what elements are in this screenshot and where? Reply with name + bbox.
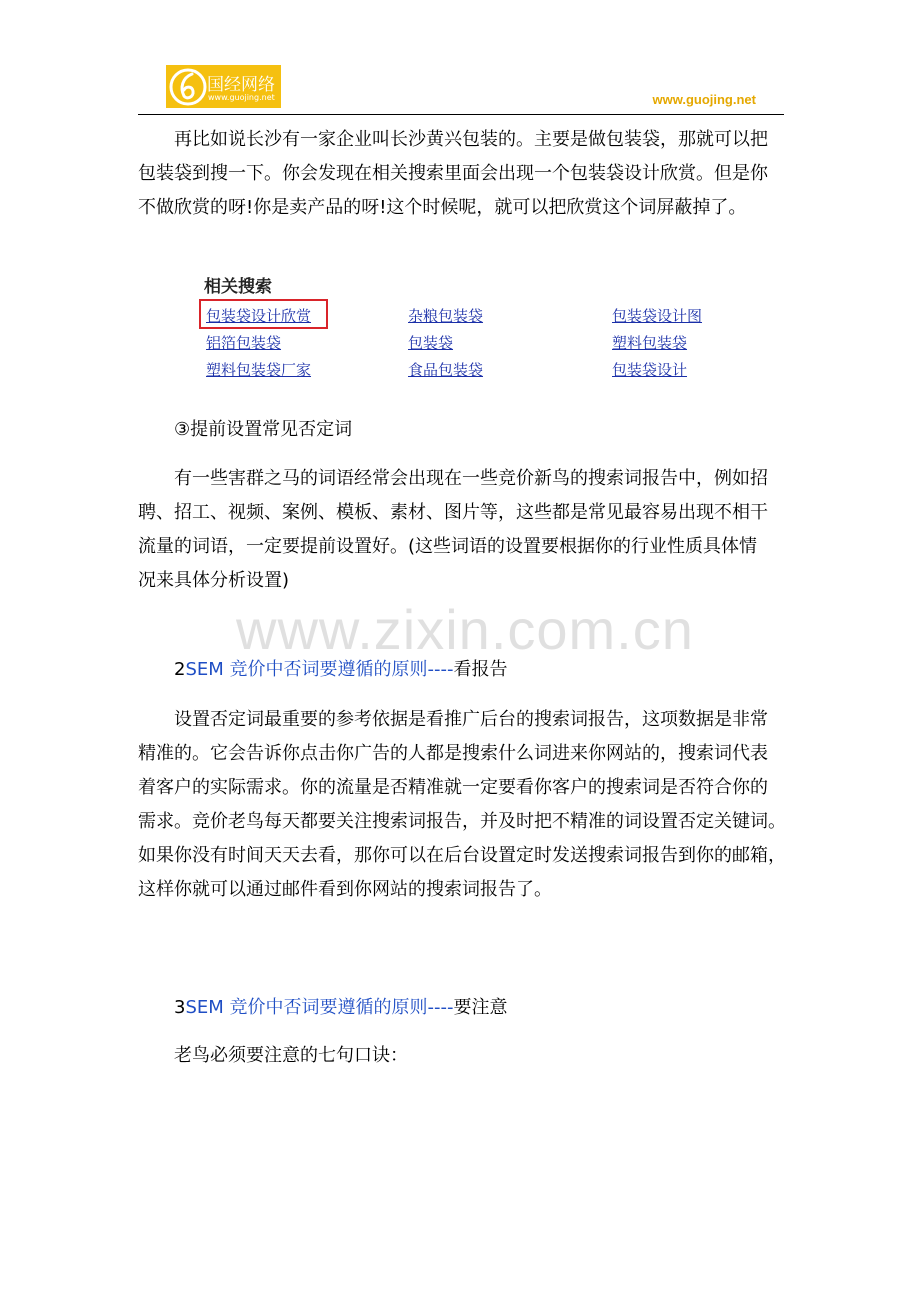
principle-heading-line (138, 991, 783, 1025)
heading-blue-text: SEM 竞价中否词要遵循的原则---- (185, 997, 454, 1018)
heading-suffix: 看报告 (453, 659, 508, 680)
related-search-title: 相关搜索 (204, 277, 272, 297)
logo-mark-icon (168, 66, 208, 106)
watermark: www.zixin.com.cn (236, 598, 694, 661)
related-link[interactable]: 铝箔包装袋 (206, 334, 282, 352)
paragraph-line: 包装袋到搜一下。你会发现在相关搜索里面会出现一个包装袋设计欣赏。但是你 (138, 163, 768, 184)
paragraph-1 (138, 123, 783, 225)
company-logo (166, 65, 281, 108)
section-heading-3 (138, 413, 783, 447)
paragraph-line: 聘、招工、视频、案例、模板、素材、图片等，这些都是常见最容易出现不相干 (138, 502, 768, 523)
heading-number: 3 (174, 997, 186, 1018)
heading-number: 2 (174, 659, 186, 680)
paragraph-line: 况来具体分析设置) (138, 570, 290, 591)
paragraph-3 (138, 703, 786, 907)
related-link[interactable]: 食品包装袋 (408, 361, 484, 379)
paragraph-line: 设置否定词最重要的参考依据是看推广后台的搜索词报告，这项数据是非常 (174, 709, 768, 730)
paragraph-line: 着客户的实际需求。你的流量是否精准就一定要看你客户的搜索词是否符合你的 (138, 777, 768, 798)
logo-name: 国经网络 (207, 75, 275, 95)
paragraph-4 (138, 1039, 783, 1073)
related-link[interactable]: 包装袋设计 (612, 361, 688, 379)
principle-heading-line (138, 653, 783, 687)
paragraph-line: 精准的。它会告诉你点击你广告的人都是搜索什么词进来你网站的，搜索词代表 (138, 743, 768, 764)
related-link[interactable]: 杂粮包装袋 (408, 307, 484, 325)
principle-heading-2 (138, 653, 783, 687)
paragraph-line: 如果你没有时间天天去看，那你可以在后台设置定时发送搜索词报告到你的邮箱， (138, 845, 786, 866)
paragraph-line: 不做欣赏的呀!你是卖产品的呀!这个时候呢，就可以把欣赏这个词屏蔽掉了。 (138, 197, 747, 218)
related-link[interactable]: 塑料包装袋 (612, 334, 688, 352)
paragraph-line: 需求。竞价老鸟每天都要关注搜索词报告，并及时把不精准的词设置否定关键词。 (138, 811, 786, 832)
related-link[interactable]: 包装袋设计欣赏 (206, 307, 312, 325)
paragraph-2 (138, 462, 783, 598)
paragraph-line: 有一些害群之马的词语经常会出现在一些竞价新鸟的搜索词报告中，例如招 (174, 468, 768, 489)
paragraph-line: 再比如说长沙有一家企业叫长沙黄兴包装的。主要是做包装袋，那就可以把 (174, 129, 768, 150)
related-link[interactable]: 塑料包装袋厂家 (206, 361, 312, 379)
header-site-url: www.guojing.net (652, 92, 756, 107)
related-link[interactable]: 包装袋 (408, 334, 454, 352)
page-header (138, 62, 784, 115)
section-heading-text: ③提前设置常见否定词 (174, 419, 353, 440)
principle-heading-3 (138, 991, 783, 1025)
paragraph-line: 流量的词语，一定要提前设置好。(这些词语的设置要根据你的行业性质具体情 (138, 536, 758, 557)
related-search-screenshot (200, 270, 740, 388)
heading-suffix: 要注意 (453, 997, 508, 1018)
paragraph-line: 老鸟必须要注意的七句口诀： (174, 1045, 408, 1066)
related-link[interactable]: 包装袋设计图 (612, 307, 703, 325)
paragraph-line: 这样你就可以通过邮件看到你网站的搜索词报告了。 (138, 879, 552, 900)
heading-blue-text: SEM 竞价中否词要遵循的原则---- (185, 659, 454, 680)
logo-url: www.guojing.net (208, 93, 275, 102)
